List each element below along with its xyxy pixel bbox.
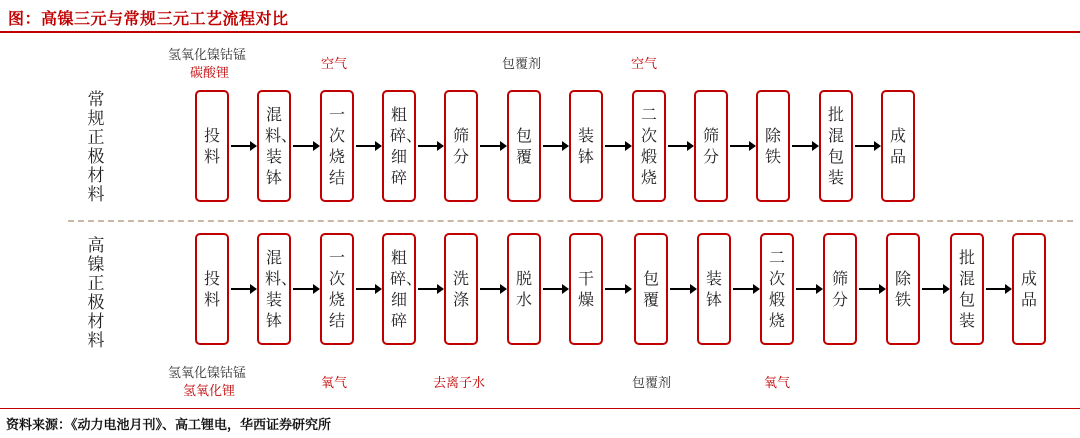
conventional-arrow-7 [605,145,630,147]
high-nickel-row-label: 高镍正极材料 [87,236,105,351]
high-nickel-arrow-9 [733,288,758,290]
conventional-step-mixing-label: 混料、装钵 [265,105,298,187]
high-nickel-step-first-sinter [320,233,354,345]
high-nickel-arrow-11 [859,288,884,290]
high-nickel-step-crushing-label: 粗碎、细碎 [390,248,423,330]
high-nickel-step-iron-removal-label: 除铁 [894,269,911,309]
conventional-step-coating [507,90,541,202]
high-nickel-arrow-3 [356,288,380,290]
title-divider [0,31,1080,33]
conventional-step-first-sinter [320,90,354,202]
high-nickel-step-drying [569,233,603,345]
conventional-arrow-10 [792,145,817,147]
high-nickel-arrow-1 [231,288,255,290]
conventional-step-iron-removal-label: 除铁 [764,126,781,166]
high-nickel-step-coating [634,233,668,345]
conventional-step-sieving-label: 筛分 [452,126,469,166]
conventional-step-blending-packing-label: 批混包装 [827,105,844,187]
conventional-step-finished-product [881,90,915,202]
high-nickel-step-crushing [382,233,423,345]
high-nickel-arrow-5 [480,288,505,290]
high-nickel-step-iron-removal [886,233,920,345]
high-nickel-step-second-calcination [760,233,794,345]
high-nickel-step-feeding [195,233,229,345]
high-nickel-wash-water-label: 去离子水 [433,376,486,391]
row-divider [68,220,1073,222]
high-nickel-step-sieving [823,233,857,345]
conventional-step-blending-packing [819,90,853,202]
high-nickel-step-saggar-loading [697,233,731,345]
conventional-step-feeding-label: 投料 [203,126,220,166]
conventional-step-mixing [257,90,298,202]
conventional-step-feeding [195,90,229,202]
source-note: 资料来源：《动力电池月刊》、高工锂电，华西证券研究所 [6,418,332,433]
figure-title: 图：高镍三元与常规三元工艺流程对比 [8,9,289,28]
high-nickel-coating-agent-label: 包覆剂 [632,376,672,391]
high-nickel-step-blending-packing [950,233,984,345]
conventional-feed-lithium-label: 碳酸锂 [190,66,230,81]
conventional-feed-main-label: 氢氧化镍钴锰 [168,48,247,63]
high-nickel-step-washing [444,233,478,345]
high-nickel-step-dewatering-label: 脱水 [515,269,532,309]
high-nickel-step-coating-label: 包覆 [642,269,659,309]
high-nickel-step-sieving-label: 筛分 [831,269,848,309]
conventional-arrow-8 [668,145,692,147]
conventional-step-sieving-2 [694,90,728,202]
high-nickel-step-saggar-loading-label: 装钵 [705,269,722,309]
conventional-step-first-sinter-label: 一次烧结 [328,105,345,187]
conventional-arrow-11 [855,145,879,147]
high-nickel-feed-main-label: 氢氧化镍钴锰 [168,366,247,381]
high-nickel-arrow-6 [543,288,567,290]
conventional-arrow-1 [231,145,255,147]
conventional-step-coating-label: 包覆 [515,126,532,166]
high-nickel-step-washing-label: 洗涤 [452,269,469,309]
high-nickel-arrow-10 [796,288,821,290]
high-nickel-step-mixing [257,233,298,345]
conventional-arrow-2 [293,145,318,147]
high-nickel-step-finished-product-label: 成品 [1020,269,1037,309]
conventional-step-crushing [382,90,423,202]
high-nickel-step-second-calcination-label: 二次煅烧 [768,248,785,330]
conventional-coating-agent-label: 包覆剂 [502,57,542,72]
conventional-sinter2-gas-label: 空气 [631,57,658,72]
footer-divider [0,408,1080,409]
high-nickel-step-feeding-label: 投料 [203,269,220,309]
conventional-row-label: 常规正极材料 [87,90,105,205]
conventional-arrow-9 [730,145,754,147]
high-nickel-feed-lithium-label: 氢氧化锂 [183,384,236,399]
conventional-arrow-5 [480,145,505,147]
conventional-arrow-3 [356,145,380,147]
high-nickel-arrow-8 [670,288,695,290]
high-nickel-arrow-13 [986,288,1010,290]
high-nickel-step-dewatering [507,233,541,345]
high-nickel-sinter1-gas-label: 氧气 [321,376,348,391]
high-nickel-step-blending-packing-label: 批混包装 [958,248,975,330]
conventional-sinter1-gas-label: 空气 [321,57,348,72]
conventional-arrow-6 [543,145,567,147]
high-nickel-arrow-7 [605,288,630,290]
conventional-step-saggar-loading-label: 装钵 [577,126,594,166]
conventional-step-finished-product-label: 成品 [889,126,906,166]
conventional-step-second-calcination-label: 二次煅烧 [640,105,657,187]
high-nickel-step-finished-product [1012,233,1046,345]
high-nickel-arrow-4 [418,288,442,290]
conventional-step-second-calcination [632,90,666,202]
high-nickel-step-first-sinter-label: 一次烧结 [328,248,345,330]
conventional-step-sieving-2-label: 筛分 [702,126,719,166]
conventional-step-crushing-label: 粗碎、细碎 [390,105,423,187]
high-nickel-arrow-2 [293,288,318,290]
conventional-step-sieving [444,90,478,202]
conventional-step-iron-removal [756,90,790,202]
conventional-arrow-4 [418,145,442,147]
high-nickel-sinter2-gas-label: 氧气 [764,376,791,391]
conventional-step-saggar-loading [569,90,603,202]
high-nickel-step-drying-label: 干燥 [577,269,594,309]
high-nickel-step-mixing-label: 混料、装钵 [265,248,298,330]
high-nickel-arrow-12 [922,288,948,290]
